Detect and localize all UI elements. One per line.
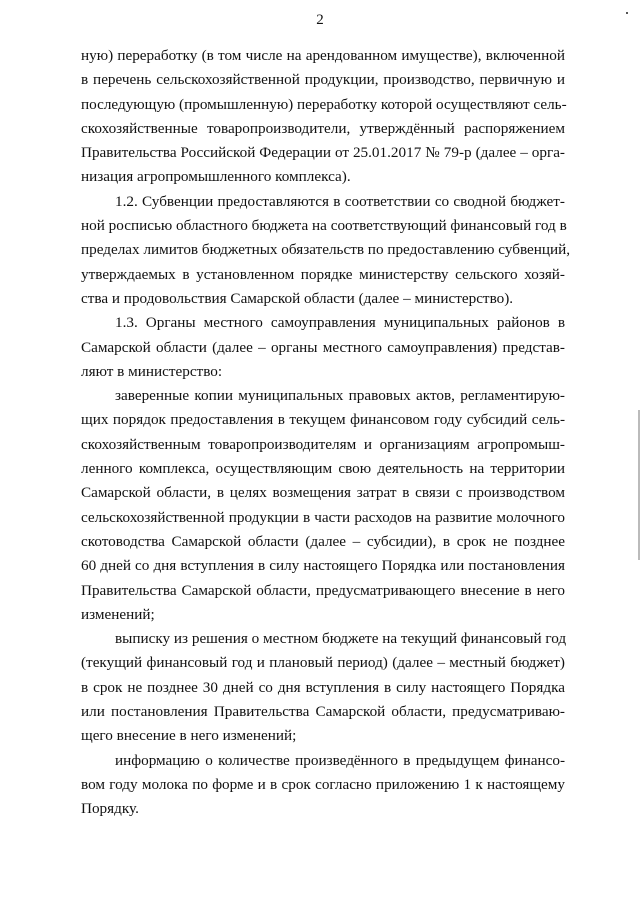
text-line: выписку из решения о местном бюджете на текущий финансовый год — [115, 630, 567, 648]
text-line: скотоводства Самарской области (далее – субсидии), в срок не позднее — [81, 532, 565, 550]
text-line: (текущий финансовый год и плановый период) (далее – местный бюджет) — [81, 654, 565, 672]
text-line: или постановления Правительства Самарской области, предусматриваю- — [81, 703, 565, 721]
text-line: в срок не позднее 30 дней со дня вступления в силу настоящего Порядка — [81, 678, 565, 696]
paragraph-1-3 — [81, 311, 565, 384]
text-line: Правительства Самарской области, предусматривающего внесение в него — [81, 581, 565, 599]
text-line: скохозяйственные товаропроизводители, утверждённый распоряжением — [81, 119, 565, 137]
text-line: ляют в министерство: — [81, 362, 223, 380]
text-line: изменений; — [81, 605, 155, 623]
paragraph-milk-info — [81, 749, 565, 822]
text-line: утверждаемых в установленном порядке министерству сельского хозяй- — [81, 265, 565, 283]
text-line: Правительства Российской Федерации от 25.01.2017 № 79-р (далее – орга- — [81, 144, 565, 162]
paragraph-1-2 — [81, 190, 571, 311]
text-line: информацию о количестве произведённого в предыдущем финансо- — [115, 751, 565, 769]
paragraph-copies-of-acts — [81, 384, 565, 627]
text-line: Порядку. — [81, 800, 139, 818]
text-line: в перечень сельскохозяйственной продукции, производство, первичную и — [81, 71, 565, 89]
text-line: последующую (промышленную) переработку которой осуществляют сель- — [81, 95, 567, 113]
text-line: ную) переработку (в том числе на арендованном имуществе), включенной — [81, 47, 565, 64]
paragraph-continuation — [81, 44, 565, 190]
page-number: 2 — [316, 12, 324, 28]
text-line: ленного комплекса, осуществляющим свою деятельность на территории — [81, 460, 565, 478]
scan-speck — [626, 12, 628, 14]
document-body — [81, 44, 571, 822]
text-line: ной росписью областного бюджета на соответствующий финансовый год в — [81, 217, 567, 235]
text-line: низация агропромышленного комплекса). — [81, 168, 351, 186]
paragraph-budget-extract — [81, 627, 565, 748]
text-line: заверенные копии муниципальных правовых актов, регламентирую- — [115, 387, 565, 405]
text-line: Самарской области (далее – органы местного самоуправления) представ- — [81, 338, 565, 356]
text-line: пределах лимитов бюджетных обязательств по предоставлению субвенций, — [81, 241, 571, 259]
text-line: Самарской области, в целях возмещения затрат в связи с производством — [81, 484, 565, 502]
text-line: вом году молока по форме и в срок согласно приложению 1 к настоящему — [81, 775, 565, 793]
text-line: щих порядок предоставления в текущем финансовом году субсидий сель- — [81, 411, 565, 429]
text-line: щего внесение в него изменений; — [81, 727, 297, 745]
text-line: 1.3. Органы местного самоуправления муниципальных районов в — [115, 314, 565, 332]
text-line: ства и продовольствия Самарской области (далее – министерство). — [81, 289, 514, 307]
text-line: 1.2. Субвенции предоставляются в соответствии со сводной бюджет- — [115, 192, 565, 210]
text-line: 60 дней со дня вступления в силу настоящего Порядка или постановления — [81, 557, 565, 575]
text-line: скохозяйственным товаропроизводителям и организациям агропромыш- — [81, 435, 565, 453]
text-line: сельскохозяйственной продукции в части расходов на развитие молочного — [81, 508, 565, 526]
